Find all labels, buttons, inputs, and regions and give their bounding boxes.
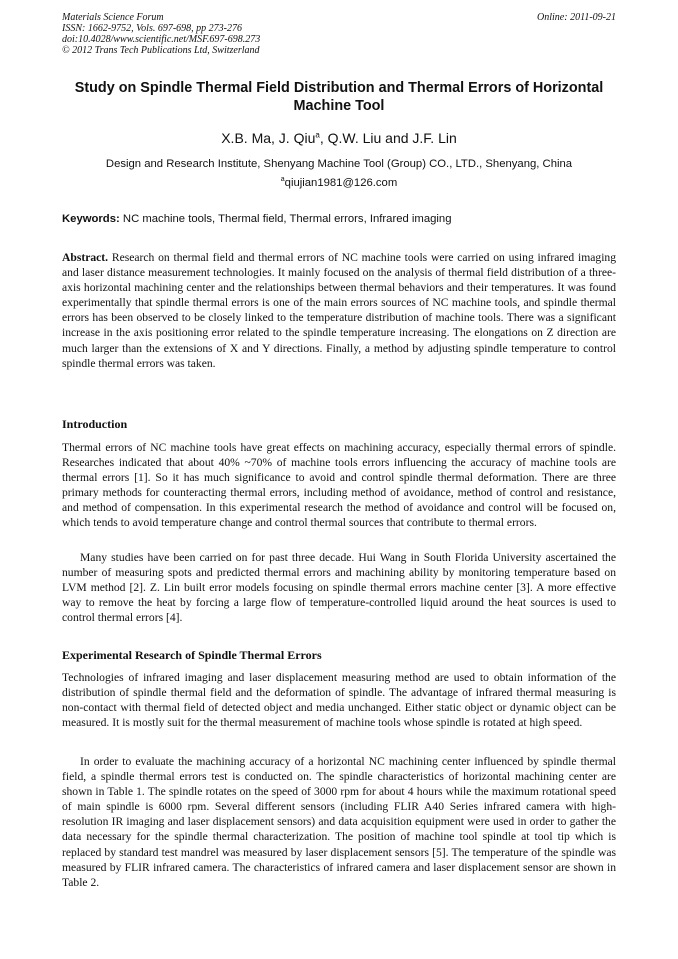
email-line bbox=[62, 176, 616, 189]
authors-part-b: , Q.W. Liu and J.F. Lin bbox=[319, 130, 457, 146]
exp-paragraph-2 bbox=[62, 754, 616, 890]
author-affil-mark: a bbox=[315, 130, 320, 140]
online-date: Online: 2011-09-21 bbox=[537, 12, 616, 23]
intro-paragraph-2 bbox=[62, 550, 616, 625]
journal-name: Materials Science Forum bbox=[62, 12, 164, 23]
experimental-heading: Experimental Research of Spindle Thermal Errors bbox=[62, 648, 322, 662]
keywords-text: NC machine tools, Thermal field, Thermal errors, Infrared imaging bbox=[122, 213, 452, 225]
abstract-block bbox=[62, 250, 616, 371]
paper-title: Study on Spindle Thermal Field Distribution and Thermal Errors of Horizontal Machine Tool bbox=[74, 80, 604, 114]
email-address: qiujian1981@126.com bbox=[284, 176, 398, 189]
authors-part-a: X.B. Ma, J. Qiu bbox=[221, 130, 316, 146]
doi-line: doi:10.4028/www.scientific.net/MSF.697-698.273 bbox=[62, 34, 261, 45]
intro-paragraph-1 bbox=[62, 440, 616, 531]
issn-line: ISSN: 1662-9752, Vols. 697-698, pp 273-276 bbox=[62, 23, 242, 34]
email-affil-mark: a bbox=[280, 176, 285, 183]
affiliation: Design and Research Institute, Shenyang Machine Tool (Group) CO., LTD., Shenyang, China bbox=[105, 158, 573, 170]
exp-p2-text: In order to evaluate the machining accuracy of a horizontal NC machining center influenced by spindle thermal field, a spindle thermal errors test is conducted on. The spindle characteristics of horizontal machining center are shown in Table 1. The spindle rotates on the speed of 3000 rpm for about 4 hours while the maximum rotational speed of main spindle is 6000 rpm. Several different sensors (including FLIR A40 Series infrared camera with high-resolution IR imaging and laser displacement sensors) and data acquisition equipment were used in order to gather the data necessary for the spindle thermal characterization. The position of machine tool spindle at tool tip which is replaced by standard test mandrel was measured by laser displacement sensors [5]. The temperature of the spindle was measured by FLIR infrared camera. The characteristics of infrared camera and laser displacement sensor are shown in Table 2. bbox=[62, 755, 616, 889]
exp-paragraph-1 bbox=[62, 670, 616, 730]
intro-heading: Introduction bbox=[62, 417, 128, 431]
exp-p1-text: Technologies of infrared imaging and laser displacement measuring method are used to obtain information of the distribution of spindle thermal field and the deformation of spindle. The advantage of infrared thermal measuring is non-contact with thermal field of detected object and media unchanged. Either static object or dynamic object can be measured. It is mostly suit for the thermal measurement of machine tools whose spindle is rotated at high speed. bbox=[62, 671, 616, 730]
abstract-label: Abstract. bbox=[62, 251, 109, 264]
keywords-label: Keywords: bbox=[62, 213, 120, 225]
journal-header bbox=[62, 12, 616, 56]
intro-p2-text: Many studies have been carried on for past three decade. Hui Wang in South Florida University ascertained the number of measuring spots and predicted thermal errors and machining ability by monitoring temperature based on LVM method [2]. Z. Lin built error models focusing on spindle thermal errors machine center [3]. A more effective way to remove the heat by forcing a large flow of temperature-controlled liquid around the heat sources is used to control thermal errors [4]. bbox=[62, 551, 616, 625]
abstract-text: Research on thermal field and thermal errors of NC machine tools were carried on using infrared imaging and laser distance measurement technologies. It mainly focused on the analysis of thermal field distribution of a three-axis horizontal machining center and the relationships between thermal behaviors and their temperatures. It was found experimentally that spindle thermal errors is one of the main errors sources of NC machine tools, and spindle thermal errors has been observed to be closely linked to the temperature distribution of machine tools. There was a significant increase in the axis positioning error related to the spindle temperature increasing. The elongations on Z direction are much larger than the extensions of X and Y directions. Finally, a method by adjusting spindle temperature to control spindle thermal errors was taken. bbox=[62, 251, 617, 370]
copyright-line: © 2012 Trans Tech Publications Ltd, Switzerland bbox=[62, 45, 260, 56]
keywords-line bbox=[62, 213, 616, 225]
intro-p1-text: Thermal errors of NC machine tools have great effects on machining accuracy, especially thermal errors of spindle. Researches indicated that about 40% ~70% of machine tools errors influencing the accuracy of machine tools are thermal errors [1]. So it has much significance to avoid and control spindle thermal deformation. There are three primary methods for counteracting thermal errors, including method of avoidance, method of control and resistance, and method of compensation. In this experimental research the method of avoidance and control will be focused on, which tends to avoid temperature change and control thermal sources that contribute to thermal errors. bbox=[62, 441, 616, 530]
author-list bbox=[62, 130, 616, 146]
